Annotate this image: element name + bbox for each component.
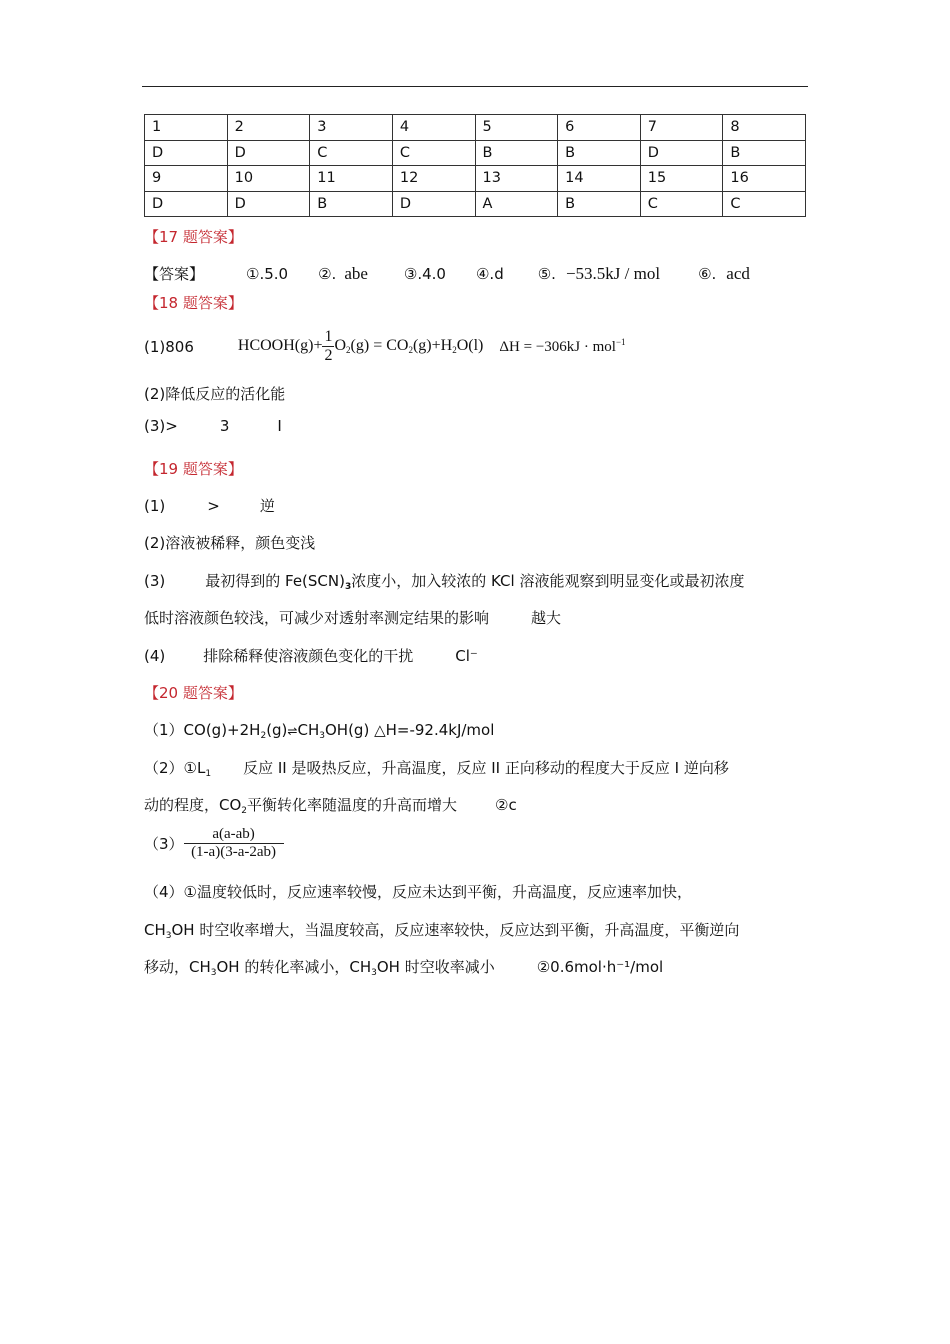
q20-part4-line1: （4）①温度较低时，反应速率较慢，反应未达到平衡，升高温度，反应速率加快， [144,883,692,901]
equilibrium-arrow: ⇌ [287,723,298,738]
q18-heading: 【18 题答案】 [144,294,243,312]
q20-part1: $(1)CO(g)+2H_2(g)\rightleftharpoons CH_3OH(g)$ △H=-92.4kJ/mol [144,721,495,741]
table-cell: D [392,191,475,217]
q18-equation: HCOOH(g)+ $\frac{1}{2}$ $O_2(g) = CO_2(g)+H_2O(l)$ [237,328,484,364]
table-cell: B [723,140,806,166]
table-cell: C [640,191,723,217]
table-cell: 6 [558,115,641,141]
q19-part3-line2: 低时溶液颜色较浅，可减少对透射率测定结果的影响 越大 [144,609,562,627]
q18-part3: (3)> 3 I [144,417,282,435]
q17-answers: 【答案】 ①.5.0 ②. abe ③.4.0 ④.d ⑤. −53.5kJ / mol ⑥. acd [144,264,750,283]
table-cell: 2 [227,115,310,141]
q20-part4-line2: $CH_3OH$ 时空收率增大，当温度较高，反应速率较快，反应达到平衡，升高温度，平衡逆向 [144,921,740,941]
q17-label: 【答案】 [144,265,205,283]
q19-heading: 【19 题答案】 [144,460,243,478]
q18-part1: (1)806 HCOOH(g)+ $\frac{1}{2}$ $O_2(g) = CO_2(g)+H_2O(l) \Delta H = -306kJ \cdot mol^{-1}$ [144,328,626,364]
table-cell: 5 [475,115,558,141]
q19-part4: (4) 排除稀释使溶液颜色变化的干扰 Cl⁻ [144,647,478,665]
table-cell: B [475,140,558,166]
table-cell: 11 [310,166,393,192]
table-cell: B [310,191,393,217]
q20-part4-line3: 移动，$CH_3OH$ 的转化率减小，$CH_3OH$ 时空收率减小 ②0.6mol·h⁻¹/mol [144,958,664,978]
table-cell: D [227,140,310,166]
q20-part3: （3） $\frac{a(a-ab)}{(1-a)(3-a-2ab)}$ [144,826,284,861]
table-cell: C [392,140,475,166]
q19-part2: (2)溶液被稀释，颜色变浅 [144,534,316,552]
q20-heading: 【20 题答案】 [144,684,243,702]
table-row [145,166,806,192]
table-cell: 9 [145,166,228,192]
table-cell: 8 [723,115,806,141]
q18-part2: (2)降低反应的活化能 [144,385,286,403]
q20-part2-line1: $(2)①L_1$ 反应 II 是吸热反应，升高温度，反应 II 正向移动的程度大于反应 I 逆向移 [144,759,729,779]
table-row [145,191,806,217]
q20-fraction: $\frac{a(a-ab)}{(1-a)(3-a-2ab)}$ [184,826,284,861]
table-cell: D [145,191,228,217]
table-cell: D [227,191,310,217]
table-cell: A [475,191,558,217]
table-cell: C [723,191,806,217]
table-cell: 3 [310,115,393,141]
q20-part2-line2: 动的程度，$CO_2$平衡转化率随温度的升高而增大 ②c [144,796,517,816]
table-cell: 12 [392,166,475,192]
table-cell: 15 [640,166,723,192]
answer-table [144,114,806,217]
table-cell: 4 [392,115,475,141]
table-cell: B [558,191,641,217]
header-rule [142,86,808,87]
half-fraction: $\frac{1}{2}$ [324,328,333,364]
table-cell: 16 [723,166,806,192]
table-cell: B [558,140,641,166]
table-row [145,140,806,166]
table-cell: 14 [558,166,641,192]
q17-heading: 【17 题答案】 [144,228,243,246]
q19-part1: (1) > 逆 [144,497,275,515]
q18-enthalpy: ΔH = −306kJ · mol$^{-1}$ [499,337,626,355]
table-cell: D [640,140,723,166]
table-cell: 7 [640,115,723,141]
table-cell: 1 [145,115,228,141]
table-cell: C [310,140,393,166]
q19-part3-line1: (3) 最初得到的 $Fe(SCN)_3$浓度小，加入较浓的 KCl 溶液能观察到明显变化或最初浓度 [144,572,745,592]
table-cell: 10 [227,166,310,192]
table-row [145,115,806,141]
table-cell: 13 [475,166,558,192]
table-cell: D [145,140,228,166]
